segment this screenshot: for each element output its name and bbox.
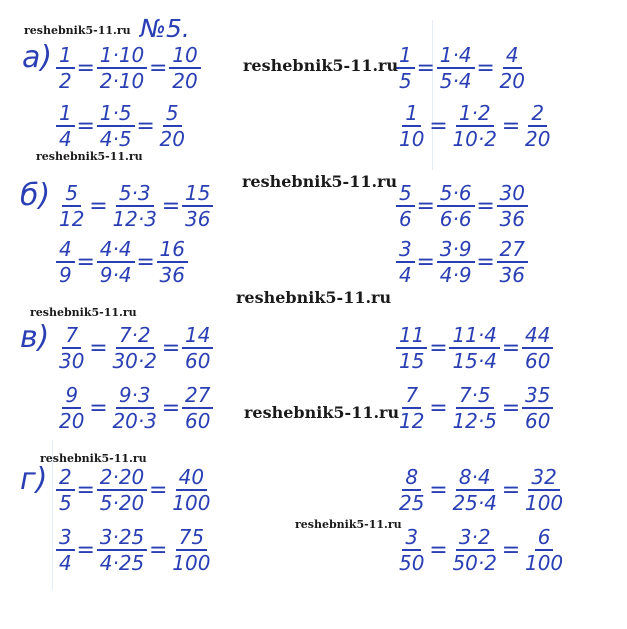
fraction-denominator: 12 xyxy=(59,207,85,231)
fraction-denominator: 2 xyxy=(59,69,72,93)
fraction-denominator: 12·3 xyxy=(112,207,157,231)
watermark: reshebnik5-11.ru xyxy=(295,518,402,531)
equals-sign: = xyxy=(76,249,95,275)
fraction-numerator: 4·4 xyxy=(97,237,135,263)
fraction-numerator: 8·4 xyxy=(456,465,494,491)
equals-sign: = xyxy=(501,335,521,361)
fraction xyxy=(497,40,528,96)
fraction-numerator: 1·10 xyxy=(97,43,148,69)
fraction-denominator: 4 xyxy=(59,551,72,575)
fraction-numerator: 5·6 xyxy=(437,181,475,207)
fraction xyxy=(396,320,427,376)
fraction-denominator: 100 xyxy=(172,551,211,575)
fraction xyxy=(56,320,87,376)
fraction xyxy=(449,522,500,578)
fraction-numerator: 2 xyxy=(528,101,547,127)
fraction-numerator: 14 xyxy=(182,323,213,349)
fraction-denominator: 5 xyxy=(399,69,412,93)
fraction xyxy=(56,462,75,518)
equals-sign: = xyxy=(429,395,448,421)
fraction-numerator: 1 xyxy=(56,101,75,127)
equation-row xyxy=(56,462,213,518)
fraction xyxy=(396,40,415,96)
fraction-denominator: 4·5 xyxy=(99,127,132,151)
equals-sign: = xyxy=(501,395,521,421)
fraction xyxy=(169,522,213,578)
fraction-numerator: 5 xyxy=(62,181,81,207)
fraction-denominator: 4·25 xyxy=(99,551,145,575)
equals-sign: = xyxy=(416,193,435,219)
fraction xyxy=(97,98,135,154)
equals-sign: = xyxy=(429,537,448,563)
fraction-numerator: 1 xyxy=(402,101,421,127)
equation-row xyxy=(56,178,213,234)
fraction xyxy=(182,320,213,376)
fraction-denominator: 36 xyxy=(159,263,185,287)
watermark: reshebnik5-11.ru xyxy=(236,288,392,307)
equals-sign: = xyxy=(149,537,168,563)
fraction-denominator: 12·5 xyxy=(452,409,497,433)
fraction xyxy=(396,462,427,518)
watermark: reshebnik5-11.ru xyxy=(243,56,399,75)
fraction xyxy=(169,462,213,518)
fraction-denominator: 20·3 xyxy=(112,409,157,433)
fraction-denominator: 5·4 xyxy=(439,69,472,93)
fraction-numerator: 27 xyxy=(497,237,528,263)
fraction-denominator: 50·2 xyxy=(452,551,497,575)
fraction xyxy=(97,234,135,290)
fraction xyxy=(437,178,475,234)
fraction-denominator: 100 xyxy=(524,551,564,575)
equation-row xyxy=(56,234,188,290)
fraction-denominator: 6 xyxy=(399,207,412,231)
equals-sign: = xyxy=(429,113,448,139)
fraction xyxy=(169,40,200,96)
fraction xyxy=(449,380,500,436)
fraction-denominator: 36 xyxy=(499,263,525,287)
fraction xyxy=(522,320,553,376)
fraction xyxy=(522,380,553,436)
fraction-denominator: 5·20 xyxy=(99,491,145,515)
fraction-denominator: 25 xyxy=(399,491,425,515)
section-letter-v: в) xyxy=(20,320,50,355)
fraction xyxy=(396,380,427,436)
exercise-number: №5. xyxy=(140,14,190,43)
fraction-numerator: 11 xyxy=(396,323,427,349)
watermark: reshebnik5-11.ru xyxy=(244,403,400,422)
watermark: reshebnik5-11.ru xyxy=(40,452,147,465)
fraction-denominator: 20 xyxy=(524,127,551,151)
fraction xyxy=(437,234,475,290)
fraction xyxy=(497,178,528,234)
section-letter-a: а) xyxy=(22,40,53,75)
fraction-denominator: 60 xyxy=(184,409,211,433)
fraction-numerator: 10 xyxy=(169,43,200,69)
equation-row xyxy=(396,178,528,234)
fraction-denominator: 25·4 xyxy=(452,491,497,515)
fraction-numerator: 6 xyxy=(535,525,554,551)
watermark: reshebnik5-11.ru xyxy=(30,306,137,319)
fraction-denominator: 36 xyxy=(184,207,211,231)
equation-row xyxy=(56,98,188,154)
fraction-denominator: 60 xyxy=(524,409,551,433)
equals-sign: = xyxy=(416,55,435,81)
fraction-numerator: 9 xyxy=(62,383,81,409)
fraction-numerator: 5 xyxy=(163,101,182,127)
fraction xyxy=(157,98,188,154)
equals-sign: = xyxy=(476,55,495,81)
fraction-numerator: 4 xyxy=(503,43,522,69)
fraction xyxy=(449,320,500,376)
equals-sign: = xyxy=(429,477,448,503)
equals-sign: = xyxy=(149,477,168,503)
fraction-denominator: 60 xyxy=(184,349,211,373)
equation-row xyxy=(396,40,528,96)
fraction-denominator: 60 xyxy=(524,349,551,373)
fraction-numerator: 9·3 xyxy=(116,383,154,409)
fraction-numerator: 3·9 xyxy=(437,237,475,263)
equation-row xyxy=(396,462,566,518)
fraction-denominator: 12 xyxy=(399,409,425,433)
watermark: reshebnik5-11.ru xyxy=(242,172,398,191)
fraction xyxy=(97,522,148,578)
fraction-numerator: 7·5 xyxy=(456,383,494,409)
section-letter-g: г) xyxy=(20,462,48,497)
fraction-numerator: 3 xyxy=(402,525,421,551)
fraction-numerator: 1·2 xyxy=(456,101,494,127)
fraction-numerator: 15 xyxy=(182,181,213,207)
fraction xyxy=(97,462,148,518)
watermark: reshebnik5-11.ru xyxy=(36,150,143,163)
fraction-numerator: 5 xyxy=(396,181,415,207)
fraction-denominator: 4·9 xyxy=(439,263,472,287)
fraction xyxy=(56,40,75,96)
fraction-denominator: 15 xyxy=(399,349,425,373)
fraction-denominator: 20 xyxy=(172,69,198,93)
equals-sign: = xyxy=(76,537,95,563)
fraction-numerator: 1·5 xyxy=(97,101,135,127)
equals-sign: = xyxy=(501,477,521,503)
equals-sign: = xyxy=(149,55,168,81)
equals-sign: = xyxy=(161,335,181,361)
equals-sign: = xyxy=(429,335,448,361)
equation-row xyxy=(56,320,213,376)
equation-row xyxy=(56,380,213,436)
fraction xyxy=(497,234,528,290)
equals-sign: = xyxy=(89,193,108,219)
equals-sign: = xyxy=(76,55,95,81)
fraction-denominator: 9·4 xyxy=(99,263,132,287)
equals-sign: = xyxy=(89,395,108,421)
fraction-denominator: 10·2 xyxy=(452,127,497,151)
fraction-numerator: 40 xyxy=(176,465,207,491)
equals-sign: = xyxy=(416,249,435,275)
equation-row xyxy=(396,380,553,436)
fraction-numerator: 16 xyxy=(157,237,188,263)
fraction-numerator: 7 xyxy=(62,323,81,349)
fraction-denominator: 10 xyxy=(399,127,425,151)
fraction-denominator: 30·2 xyxy=(112,349,157,373)
fraction xyxy=(56,234,75,290)
fraction-denominator: 15·4 xyxy=(452,349,497,373)
fraction xyxy=(56,380,87,436)
fraction xyxy=(182,380,213,436)
fraction-numerator: 1 xyxy=(396,43,415,69)
fraction-numerator: 3 xyxy=(396,237,415,263)
fraction xyxy=(157,234,188,290)
fraction-denominator: 2·10 xyxy=(99,69,145,93)
fraction xyxy=(56,98,75,154)
fraction-numerator: 3 xyxy=(56,525,75,551)
watermark: reshebnik5-11.ru xyxy=(24,24,131,37)
fraction xyxy=(56,522,75,578)
equals-sign: = xyxy=(501,537,521,563)
fraction xyxy=(449,462,500,518)
fraction-denominator: 100 xyxy=(524,491,564,515)
fraction-numerator: 2 xyxy=(56,465,75,491)
equation-row xyxy=(396,522,566,578)
fraction-numerator: 11·4 xyxy=(449,323,500,349)
fraction-denominator: 20 xyxy=(499,69,525,93)
fraction-denominator: 50 xyxy=(399,551,425,575)
fraction xyxy=(396,98,427,154)
equals-sign: = xyxy=(76,113,95,139)
fraction-denominator: 4 xyxy=(59,127,72,151)
equals-sign: = xyxy=(89,335,108,361)
fraction-numerator: 1 xyxy=(56,43,75,69)
fraction xyxy=(522,462,566,518)
equals-sign: = xyxy=(136,249,155,275)
fraction xyxy=(396,178,415,234)
equals-sign: = xyxy=(76,477,95,503)
fraction-denominator: 4 xyxy=(399,263,412,287)
fraction-numerator: 44 xyxy=(522,323,553,349)
fraction-numerator: 8 xyxy=(402,465,421,491)
equals-sign: = xyxy=(161,193,181,219)
equals-sign: = xyxy=(476,193,495,219)
fraction xyxy=(522,98,553,154)
fraction-numerator: 27 xyxy=(182,383,213,409)
equation-row xyxy=(56,40,201,96)
fraction-numerator: 75 xyxy=(176,525,207,551)
fraction-denominator: 100 xyxy=(172,491,211,515)
fraction xyxy=(449,98,500,154)
fraction xyxy=(109,380,160,436)
fraction-denominator: 20 xyxy=(159,127,185,151)
fraction-numerator: 7 xyxy=(402,383,421,409)
fraction xyxy=(182,178,213,234)
fraction xyxy=(396,234,415,290)
equation-row xyxy=(396,98,553,154)
fraction-numerator: 5·3 xyxy=(116,181,154,207)
equation-row xyxy=(396,234,528,290)
equals-sign: = xyxy=(161,395,181,421)
equation-row xyxy=(396,320,553,376)
fraction-denominator: 30 xyxy=(59,349,85,373)
fraction xyxy=(109,320,160,376)
fraction xyxy=(109,178,160,234)
equals-sign: = xyxy=(136,113,155,139)
equation-row xyxy=(56,522,213,578)
fraction-denominator: 20 xyxy=(59,409,85,433)
fraction-numerator: 7·2 xyxy=(116,323,154,349)
fraction-numerator: 30 xyxy=(497,181,528,207)
fraction-numerator: 3·25 xyxy=(97,525,148,551)
fraction-denominator: 6·6 xyxy=(439,207,472,231)
fraction-denominator: 5 xyxy=(59,491,72,515)
fraction-numerator: 3·2 xyxy=(456,525,494,551)
fraction-numerator: 32 xyxy=(528,465,559,491)
fraction xyxy=(437,40,475,96)
fraction-denominator: 36 xyxy=(499,207,525,231)
fraction-numerator: 2·20 xyxy=(97,465,148,491)
section-letter-b: б) xyxy=(20,178,51,213)
fraction xyxy=(522,522,566,578)
fraction xyxy=(97,40,148,96)
fraction-numerator: 35 xyxy=(522,383,553,409)
fraction-denominator: 9 xyxy=(59,263,72,287)
equals-sign: = xyxy=(501,113,521,139)
equals-sign: = xyxy=(476,249,495,275)
fraction xyxy=(56,178,87,234)
fraction-numerator: 1·4 xyxy=(437,43,475,69)
fraction-numerator: 4 xyxy=(56,237,75,263)
